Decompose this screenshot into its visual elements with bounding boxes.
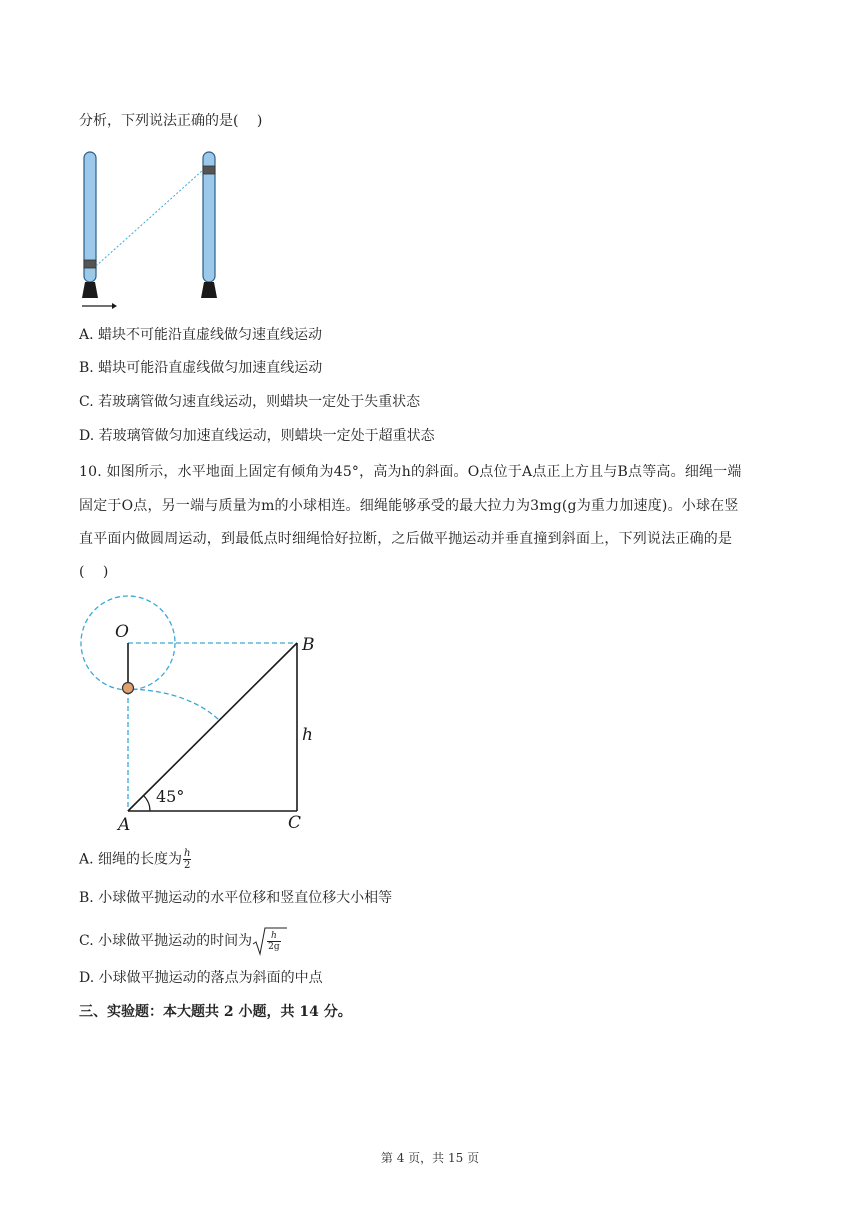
fraction-h-over-2 — [183, 848, 191, 871]
section-heading: 三、实验题：本大题共 2 小题，共 14 分。 — [79, 1004, 352, 1020]
q9-option-a: A. 蜡块不可能沿直虚线做匀速直线运动 — [79, 327, 323, 343]
q10-option-a-text: A. 细绳的长度为 — [79, 851, 183, 868]
label-c: C — [288, 813, 302, 833]
q10-option-a — [79, 848, 191, 871]
q10-option-d: D. 小球做平抛运动的落点为斜面的中点 — [79, 970, 323, 986]
label-a: A — [118, 815, 131, 835]
fraction-numerator: h — [184, 848, 191, 859]
sqrt-denominator: 2g — [268, 942, 280, 952]
label-h: h — [302, 725, 313, 745]
q9-option-b: B. 蜡块可能沿直虚线做匀加速直线运动 — [79, 360, 323, 376]
label-o: O — [115, 622, 129, 642]
label-angle: 45° — [156, 787, 185, 806]
q10-option-b: B. 小球做平抛运动的水平位移和竖直位移大小相等 — [79, 890, 393, 906]
q10-option-c-text: C. 小球做平抛运动的时间为 — [79, 933, 253, 949]
incline-circle-figure — [70, 594, 330, 844]
page-footer: 第 4 页，共 15 页 — [380, 1151, 480, 1165]
sqrt-numerator: h — [267, 931, 281, 942]
q9-option-c: C. 若玻璃管做匀速直线运动，则蜡块一定处于失重状态 — [79, 394, 421, 410]
sqrt-h-over-2g — [252, 926, 288, 956]
q9-option-d: D. 若玻璃管做匀加速直线运动，则蜡块一定处于超重状态 — [79, 428, 435, 444]
glass-tube-figure — [76, 146, 236, 316]
q10-stem-line-1: 10. 如图所示，水平地面上固定有倾角为45°，高为h的斜面。O点位于A点正上方且与B点等高。细绳一端 — [79, 464, 742, 480]
q10-option-c — [79, 926, 288, 956]
fraction-denominator: 2 — [184, 860, 191, 871]
q10-stem-line-4: ( ) — [79, 564, 109, 580]
q10-stem-line-3: 直平面内做圆周运动，到最低点时细绳恰好拉断，之后做平抛运动并垂直撞到斜面上，下列说法正确的是 — [79, 531, 733, 547]
question-intro: 分析，下列说法正确的是( ) — [79, 113, 263, 129]
q10-stem-line-2: 固定于O点，另一端与质量为m的小球相连。细绳能够承受的最大拉力为3mg(g为重力加速度)。小球在竖 — [79, 498, 739, 514]
label-b: B — [302, 635, 315, 655]
ball — [123, 683, 134, 694]
